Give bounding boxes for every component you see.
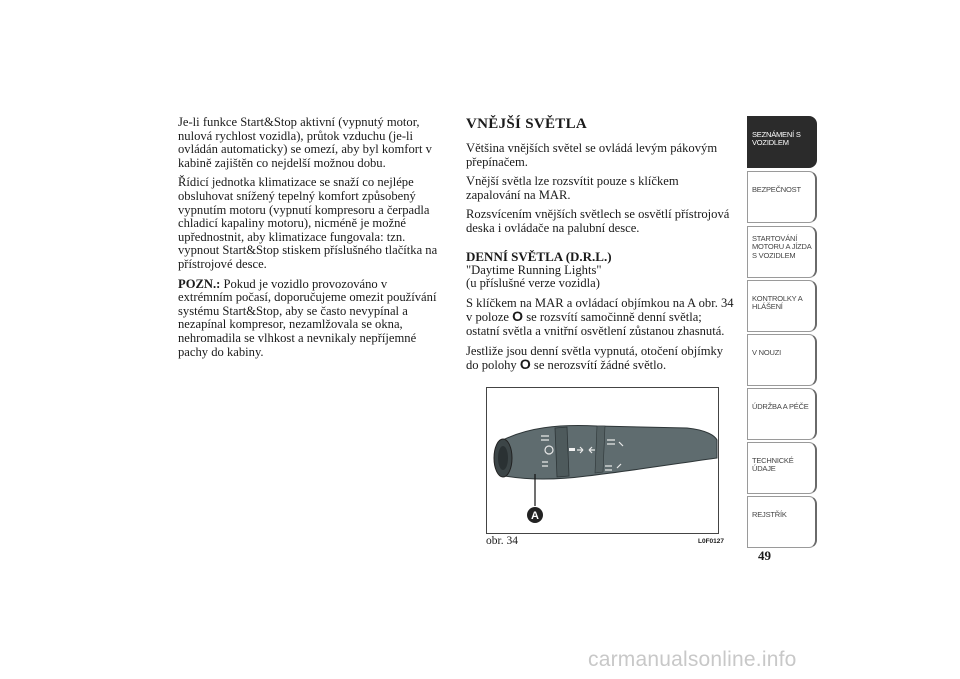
tab-v-nouzi[interactable]: V NOUZI: [747, 334, 817, 386]
tab-udrzba-a-pece[interactable]: ÚDRŽBA A PÉČE: [747, 388, 817, 440]
paragraph-lever: Většina vnějších světel se ovládá levým pákovým přepínačem.: [466, 141, 718, 169]
paragraph-drl-off: Jestliže jsou denní světla vypnutá, otočení objímky do polohy O se nerozsvítí žádné světlo.: [466, 343, 724, 373]
note-label: POZN.:: [178, 276, 221, 291]
drl-subtitle: "Daytime Running Lights": [466, 262, 602, 277]
drl-version-note: (u příslušné verze vozidla): [466, 276, 600, 291]
right-column: [466, 116, 736, 379]
paragraph-start-stop-airflow: Je-li funkce Start&Stop aktivní (vypnutý motor, nulová rychlost vozidla), průtok vzduchu (je-li ovládán automaticky) se omezí, aby byl komfort v kabině zajištěn co nejdelší možnou dobu.: [178, 115, 432, 170]
section-heading: VNĚJŠÍ SVĚTLA: [466, 116, 588, 132]
position-o-symbol: O: [512, 308, 524, 325]
page-number: 49: [758, 548, 771, 563]
tab-kontrolky-a-hlaseni[interactable]: KONTROLKY A HLÁŠENÍ: [747, 280, 817, 332]
tab-seznameni-s-vozidlem[interactable]: SEZNÁMENÍ S VOZIDLEM: [747, 116, 817, 168]
left-column: [178, 116, 440, 365]
position-o-symbol: O: [519, 356, 531, 373]
tab-startovani-motoru[interactable]: STARTOVÁNÍ MOTORU A JÍZDA S VOZIDLEM: [747, 226, 817, 278]
paragraph-ignition: Vnější světla lze rozsvítit pouze s klíčkem zapalování na MAR.: [466, 174, 679, 202]
paragraph-dashboard-lighting: Rozsvícením vnějších světlech se osvětlí přístrojová deska i ovládače na palubní desce.: [466, 207, 730, 235]
figure-light-stalk: [486, 387, 719, 534]
watermark: carmanualsonline.info: [588, 648, 797, 671]
light-stalk-illustration: [487, 388, 718, 533]
paragraph-drl-on: S klíčkem na MAR a ovládací objímkou na A obr. 34 v poloze O se rozsvítí samočinně denní světla; ostatní světla a vnitřní osvětlení zůstanou zhasnutá.: [466, 295, 734, 338]
figure-caption: obr. 34: [486, 535, 518, 547]
note-text: Pokud je vozidlo provozováno v extrémním počasí, doporučujeme omezit používání systému Start&Stop, aby se často nevypínal a nezapínal kompresor, nezamlžovala se okna, nehromadila se vlhkost a nevnikaly nepříjemné pachy do kabiny.: [178, 276, 437, 359]
callout-label: A: [531, 510, 539, 522]
tab-bezpecnost[interactable]: BEZPEČNOST: [747, 171, 817, 223]
tab-technicke-udaje[interactable]: TECHNICKÉ ÚDAJE: [747, 442, 817, 494]
chapter-tabs: [747, 116, 819, 548]
note-paragraph: [178, 278, 440, 360]
tab-rejstrik[interactable]: REJSTŘÍK: [747, 496, 817, 548]
drl-subheading: DENNÍ SVĚTLA (D.R.L.): [466, 248, 612, 264]
figure-code: L0F0127: [698, 538, 725, 545]
paragraph-climate-control: Řídicí jednotka klimatizace se snaží co nejlépe obsluhovat snížený tepelný komfort způsobený vypnutím motoru (vypnutí kompresoru a čerpadla chladicí kapaliny motoru), nicméně je možné upřednostnit, aby klimatizace fungovala: tzn. vypnout Start&Stop stiskem příslušného tlačítka na přístrojové desce.: [178, 175, 438, 271]
